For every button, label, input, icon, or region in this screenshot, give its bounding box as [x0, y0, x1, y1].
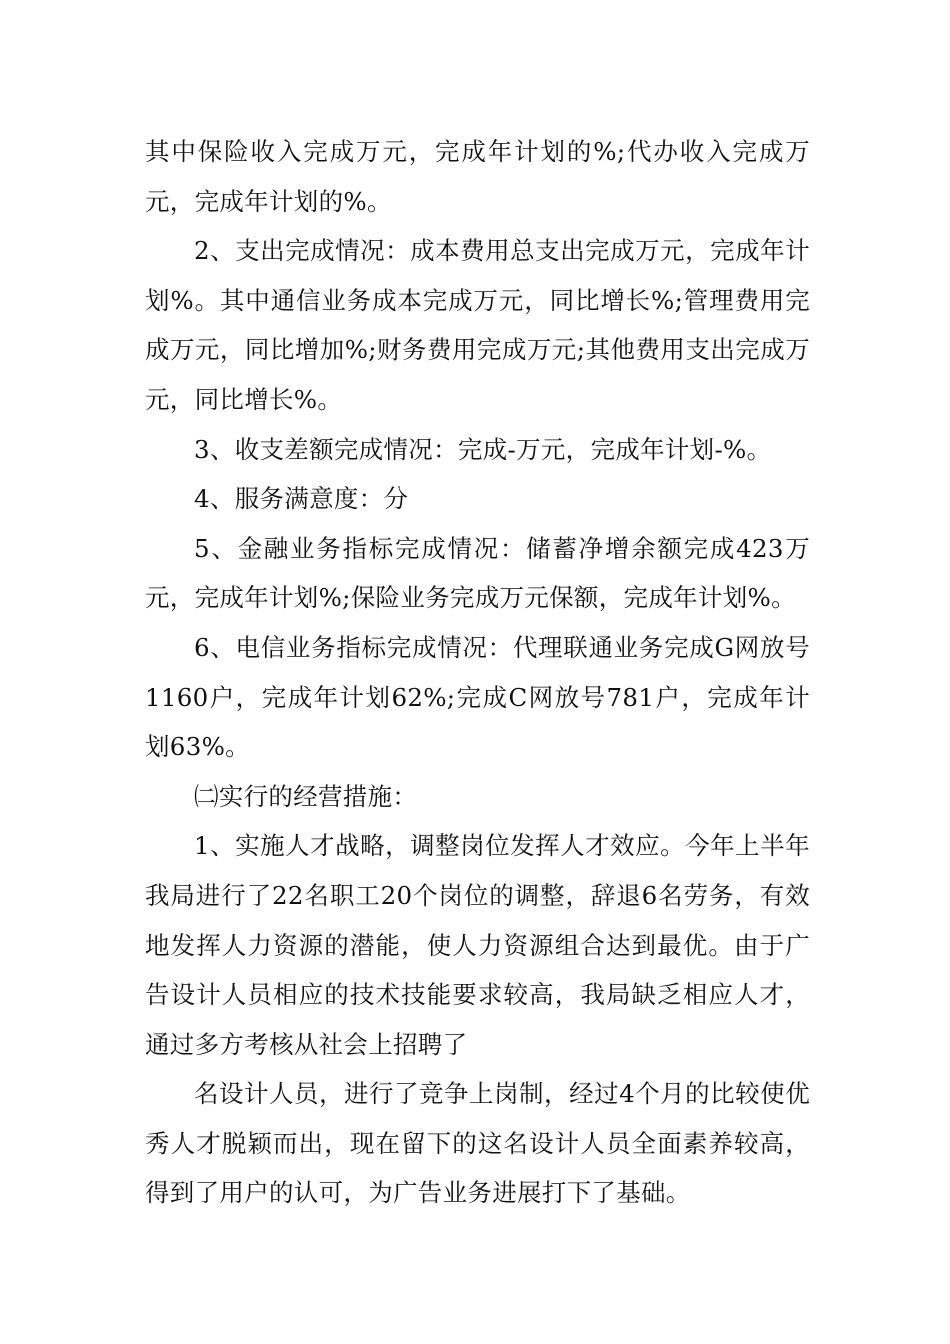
paragraph-satisfaction: 4、服务满意度：分 [194, 484, 409, 514]
document-body [145, 127, 810, 1218]
paragraph-finance-business: 5、金融业务指标完成情况：储蓄净增余额完成423万元，完成年计划%;保险业务完成万元保额，完成年计划%。 [145, 533, 810, 613]
paragraph-balance: 3、收支差额完成情况：完成-万元，完成年计划-%。 [194, 434, 772, 464]
paragraph-insurance-income: 其中保险收入完成万元，完成年计划的%;代办收入完成万元，完成年计划的%。 [145, 137, 810, 216]
section-heading-measures: ㈡实行的经营措施： [194, 781, 418, 811]
paragraph-expenditure: 2、支出完成情况：成本费用总支出完成万元，完成年计划%。其中通信业务成本完成万元，同比增长%;管理费用完成万元，同比增加%;财务费用完成万元;其他费用支出完成万元，同比增长%。 [145, 236, 810, 414]
paragraph-telecom-business: 6、电信业务指标完成情况：代理联通业务完成G网放号1160户，完成年计划62%;完成C网放号781户，完成年计划63%。 [145, 632, 810, 762]
paragraph-talent-strategy: 1、实施人才战略，调整岗位发挥人才效应。今年上半年我局进行了22名职工20个岗位的调整，辞退6名劳务，有效地发挥人力资源的潜能，使人力资源组合达到最优。由于广告设计人员相应的技术技能要求较高，我局缺乏相应人才，通过多方考核从社会上招聘了 [145, 831, 810, 1059]
paragraph-designers: 名设计人员，进行了竞争上岗制，经过4个月的比较使优秀人才脱颖而出，现在留下的这名设计人员全面素养较高，得到了用户的认可，为广告业务进展打下了基础。 [145, 1079, 810, 1208]
